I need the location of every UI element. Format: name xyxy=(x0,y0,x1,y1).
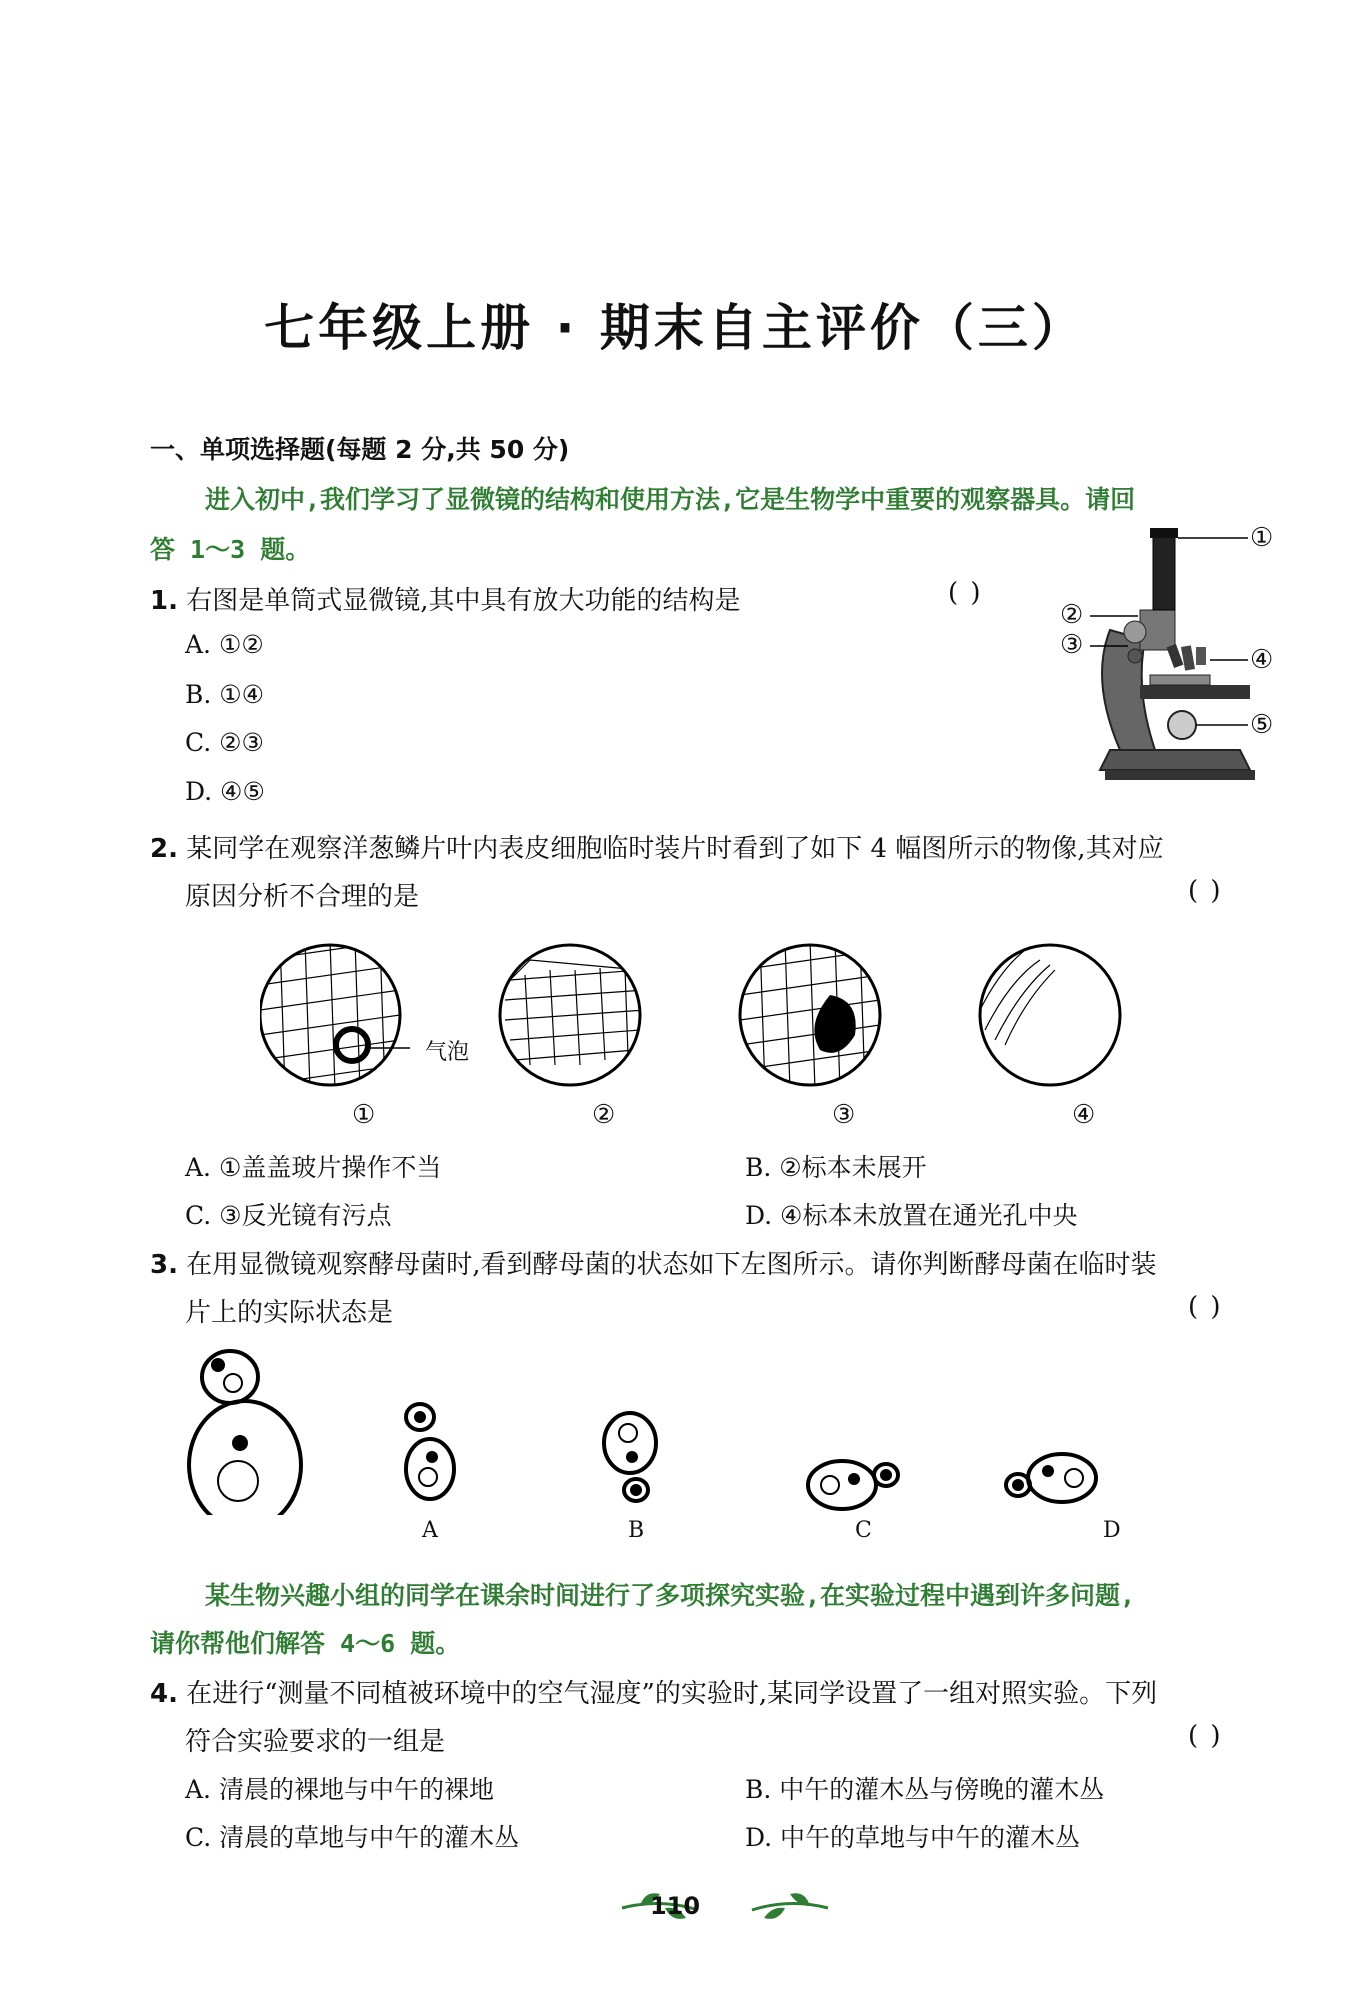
question-text-line-1: 在进行“测量不同植被环境中的空气湿度”的实验时,某同学设置了一组对照实验。下列 xyxy=(186,1679,1158,1709)
q4-option-c[interactable]: C. 清晨的草地与中午的灌木丛 xyxy=(185,1823,520,1852)
question-text-line-1: 在用显微镜观察酵母菌时,看到酵母菌的状态如下左图所示。请你判断酵母菌在临时装 xyxy=(186,1250,1157,1280)
microscope-label-2: ② xyxy=(1060,600,1084,630)
q2-fig-label-1: ① xyxy=(352,1100,376,1130)
q2-option-a[interactable]: A. ①盖盖玻片操作不当 xyxy=(185,1153,442,1182)
q2-fig-label-3: ③ xyxy=(832,1100,856,1130)
bubble-label: 气泡 xyxy=(425,1040,470,1065)
intro-2-line-1: 某生物兴趣小组的同学在课余时间进行了多项探究实验,在实验过程中遇到许多问题, xyxy=(205,1581,1136,1610)
question-4-line-2: 符合实验要求的一组是 xyxy=(185,1727,446,1757)
question-1 xyxy=(150,580,741,617)
microscope-label-1: ① xyxy=(1250,523,1274,553)
q4-option-b[interactable]: B. 中午的灌木丛与傍晚的灌木丛 xyxy=(745,1775,1105,1804)
microscope-label-3: ③ xyxy=(1060,630,1084,660)
answer-blank-3[interactable]: ( ) xyxy=(1188,1292,1223,1322)
q1-option-b[interactable]: B. ①④ xyxy=(185,680,265,709)
question-3 xyxy=(150,1244,1157,1281)
answer-blank-1[interactable]: ( ) xyxy=(948,578,983,608)
q4-option-a[interactable]: A. 清晨的裸地与中午的裸地 xyxy=(185,1775,494,1804)
question-number: 4. xyxy=(150,1679,178,1709)
question-number: 3. xyxy=(150,1250,178,1280)
microscope-label-5: ⑤ xyxy=(1250,710,1274,740)
page-number: 110 xyxy=(649,1892,701,1920)
intro-2-line-2: 请你帮他们解答 4～6 题。 xyxy=(150,1629,461,1658)
q2-option-b[interactable]: B. ②标本未展开 xyxy=(745,1153,927,1182)
q2-fig-label-4: ④ xyxy=(1072,1100,1096,1130)
intro-1-line-1: 进入初中,我们学习了显微镜的结构和使用方法,它是生物学中重要的观察器具。请回 xyxy=(205,485,1136,514)
section-heading: 一、单项选择题(每题 2 分,共 50 分) xyxy=(150,435,570,464)
question-2-line-2: 原因分析不合理的是 xyxy=(185,882,420,912)
q3-fig-label-b: B xyxy=(628,1518,645,1543)
q2-fig-label-2: ② xyxy=(592,1100,616,1130)
answer-blank-2[interactable]: ( ) xyxy=(1188,876,1223,906)
question-text-line-1: 某同学在观察洋葱鳞片叶内表皮细胞临时装片时看到了如下 4 幅图所示的物像,其对应 xyxy=(186,834,1164,864)
question-number: 1. xyxy=(150,586,178,616)
microscope-label-4: ④ xyxy=(1250,645,1274,675)
question-2 xyxy=(150,828,1164,865)
q1-option-c[interactable]: C. ②③ xyxy=(185,728,264,757)
q2-cell-figures xyxy=(260,940,1160,1100)
page-title: 七年级上册 · 期末自主评价（三） xyxy=(264,299,1086,357)
q3-yeast-figures xyxy=(170,1345,1170,1515)
q2-option-d[interactable]: D. ④标本未放置在通光孔中央 xyxy=(745,1201,1078,1230)
question-number: 2. xyxy=(150,834,178,864)
q1-option-a[interactable]: A. ①② xyxy=(185,630,264,659)
answer-blank-4[interactable]: ( ) xyxy=(1188,1721,1223,1751)
q1-option-d[interactable]: D. ④⑤ xyxy=(185,777,265,806)
q3-fig-label-c: C xyxy=(855,1518,872,1543)
q2-option-c[interactable]: C. ③反光镜有污点 xyxy=(185,1201,392,1230)
intro-1-line-2: 答 1～3 题。 xyxy=(150,535,311,564)
question-4 xyxy=(150,1673,1157,1710)
q3-fig-label-d: D xyxy=(1103,1518,1121,1543)
leaf-ornament-right-icon xyxy=(750,1888,830,1924)
q4-option-d[interactable]: D. 中午的草地与中午的灌木丛 xyxy=(745,1823,1081,1852)
question-3-line-2: 片上的实际状态是 xyxy=(185,1298,394,1328)
q3-fig-label-a: A xyxy=(422,1518,438,1543)
question-text: 右图是单筒式显微镜,其中具有放大功能的结构是 xyxy=(186,586,741,616)
